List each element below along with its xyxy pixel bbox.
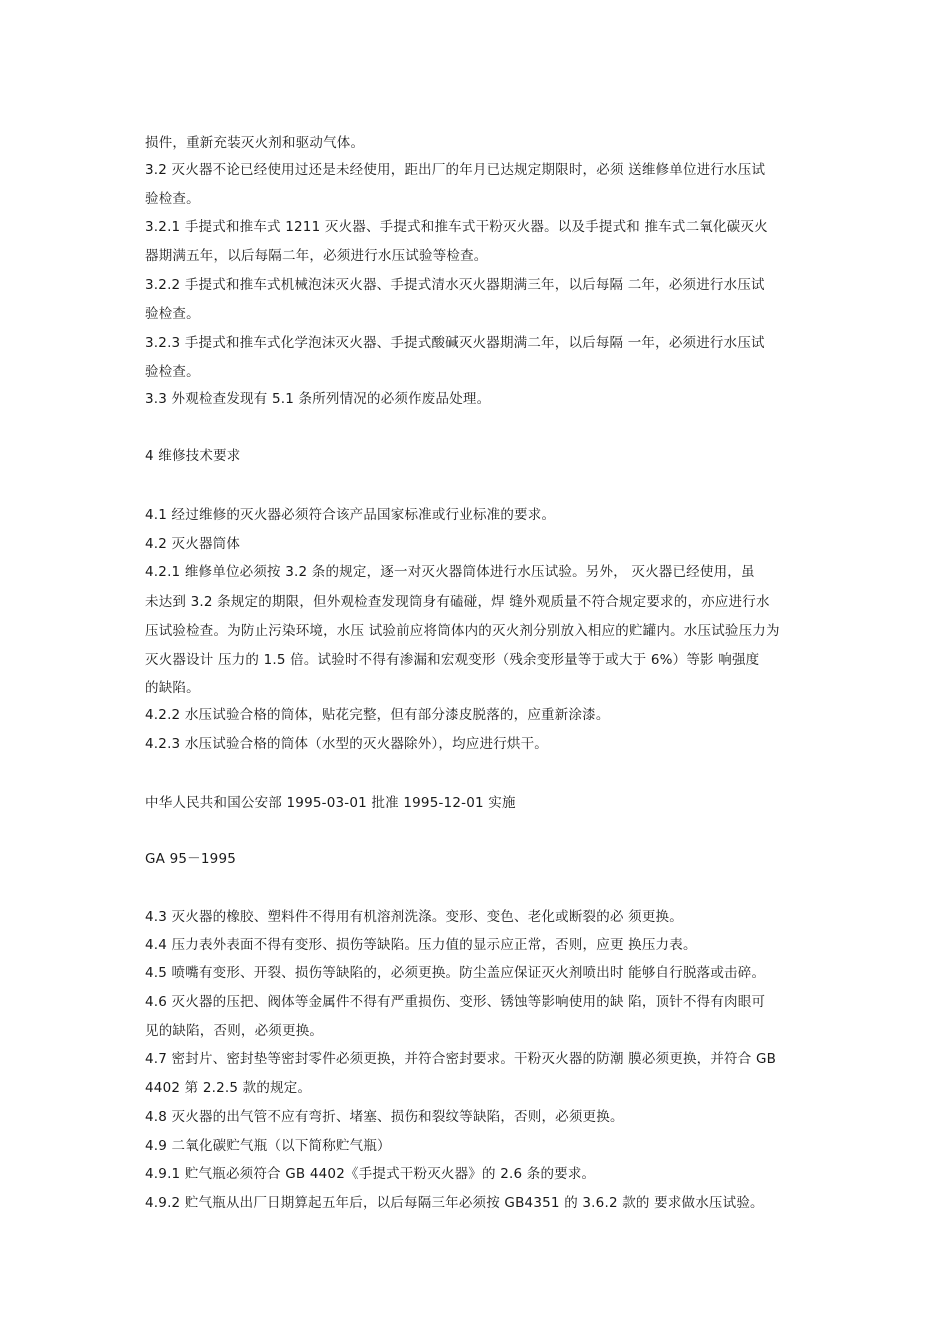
text-line: 4.3 灭火器的橡胶、塑料件不得用有机溶剂洗涤。变形、变色、老化或断裂的必 须更换。 <box>145 909 683 925</box>
text-line: 4.9.1 贮气瓶必须符合 GB 4402《手提式干粉灭火器》的 2.6 条的要求。 <box>145 1166 596 1182</box>
text-line: 4.2.3 水压试验合格的筒体（水型的灭火器除外），均应进行烘干。 <box>145 736 548 752</box>
text-line: 4.2.2 水压试验合格的筒体，贴花完整，但有部分漆皮脱落的，应重新涂漆。 <box>145 707 610 723</box>
text-line: 4.4 压力表外表面不得有变形、损伤等缺陷。压力值的显示应正常，否则，应更 换压力表。 <box>145 937 697 953</box>
section-heading: 4 维修技术要求 <box>145 448 241 464</box>
text-line: 3.2 灭火器不论已经使用过还是未经使用，距出厂的年月已达规定期限时，必须 送维修单位进行水压试 <box>145 162 766 178</box>
text-line: 3.2.2 手提式和推车式机械泡沫灭火器、手提式清水灭火器期满三年，以后每隔 二年，必须进行水压试 <box>145 277 765 293</box>
standard-number: GA 95－1995 <box>145 851 237 867</box>
text-line: 的缺陷。 <box>145 680 200 696</box>
text-line: 验检查。 <box>145 191 200 207</box>
text-line: 4.7 密封片、密封垫等密封零件必须更换，并符合密封要求。干粉灭火器的防潮 膜必须更换，并符合 GB <box>145 1051 777 1067</box>
text-line: 4.5 喷嘴有变形、开裂、损伤等缺陷的，必须更换。防尘盖应保证灭火剂喷出时 能够自行脱落或击碎。 <box>145 965 766 981</box>
text-line: 3.2.1 手提式和推车式 1211 灭火器、手提式和推车式干粉灭火器。以及手提式和 推车式二氧化碳灭火 <box>145 219 768 235</box>
text-line: 4.2 灭火器筒体 <box>145 536 241 552</box>
text-line: 灭火器设计 压力的 1.5 倍。试验时不得有渗漏和宏观变形（残余变形量等于或大于 6%）等影 响强度 <box>145 652 760 668</box>
text-line: 见的缺陷，否则，必须更换。 <box>145 1023 324 1039</box>
text-line: 4.6 灭火器的压把、阀体等金属件不得有严重损伤、变形、锈蚀等影响使用的缺 陷，顶针不得有肉眼可 <box>145 994 766 1010</box>
text-line: 器期满五年，以后每隔二年，必须进行水压试验等检查。 <box>145 248 488 264</box>
text-line: 3.3 外观检查发现有 5.1 条所列情况的必须作废品处理。 <box>145 391 491 407</box>
text-line: 4.9.2 贮气瓶从出厂日期算起五年后，以后每隔三年必须按 GB4351 的 3.6.2 款的 要求做水压试验。 <box>145 1195 764 1211</box>
text-line: 3.2.3 手提式和推车式化学泡沫灭火器、手提式酸碱灭火器期满二年，以后每隔 一年，必须进行水压试 <box>145 335 765 351</box>
text-line: 损件，重新充装灭火剂和驱动气体。 <box>145 135 365 151</box>
text-line: 验检查。 <box>145 306 200 322</box>
text-line: 4.9 二氧化碳贮气瓶（以下简称贮气瓶） <box>145 1138 391 1154</box>
text-line: 验检查。 <box>145 364 200 380</box>
text-line: 4.1 经过维修的灭火器必须符合该产品国家标准或行业标准的要求。 <box>145 507 556 523</box>
text-line: 4402 第 2.2.5 款的规定。 <box>145 1080 312 1096</box>
text-line: 4.8 灭火器的出气管不应有弯折、堵塞、损伤和裂纹等缺陷，否则，必须更换。 <box>145 1109 624 1125</box>
text-line: 压试验检查。为防止污染环境，水压 试验前应将筒体内的灭火剂分别放入相应的贮罐内。水压试验压力为 <box>145 623 780 639</box>
text-line: 4.2.1 维修单位必须按 3.2 条的规定，逐一对灭火器筒体进行水压试验。另外， 灭火器已经使用，虽 <box>145 564 755 580</box>
approval-line: 中华人民共和国公安部 1995-03-01 批准 1995-12-01 实施 <box>145 795 516 811</box>
text-line: 未达到 3.2 条规定的期限，但外观检查发现筒身有磕碰，焊 缝外观质量不符合规定要求的，亦应进行水 <box>145 594 770 610</box>
